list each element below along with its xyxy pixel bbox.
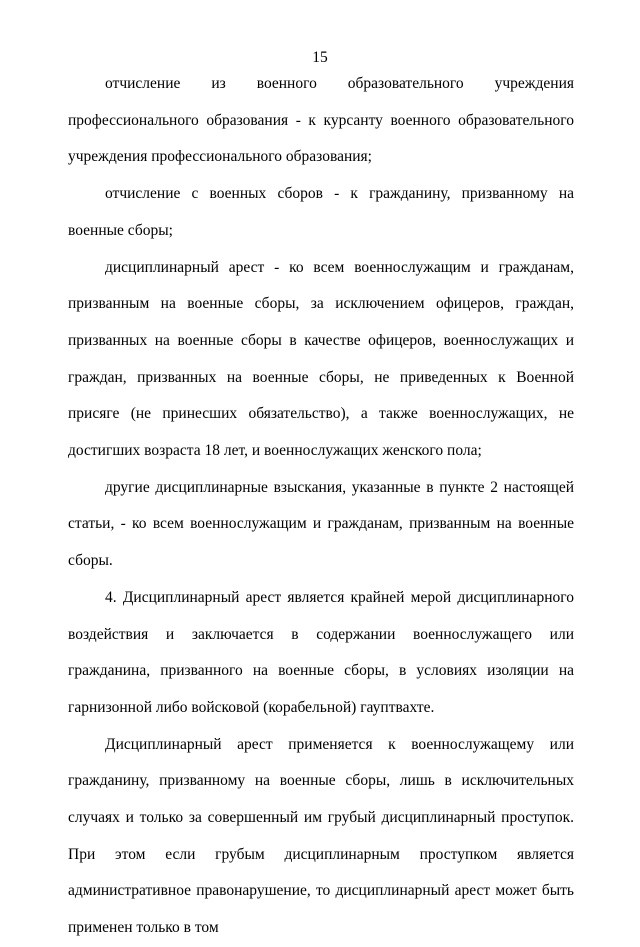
paragraph-arrest-application: Дисциплинарный арест применяется к военнослужащему или гражданину, призванному на военные сборы, лишь в исключительных случаях и только за совершенный им грубый дисциплинарный проступок. При этом если грубым дисциплинарным проступком является административное правонарушение, то дисциплинарный арест может быть применен только в том	[68, 735, 574, 937]
paragraph-disciplinary-arrest: дисциплинарный арест - ко всем военнослужащим и гражданам, призванным на военные сборы, за исключением офицеров, граждан, призванных на военные сборы в качестве офицеров, военнослужащих и граждан, призванных на военные сборы, не приведенных к Военной присяге (не принесших обязательство), а также военнослужащих, не достигших возраста 18 лет, и военнослужащих женского пола;	[68, 258, 574, 460]
paragraph-other-penalties: другие дисциплинарные взыскания, указанные в пункте 2 настоящей статьи, - ко всем военнослужащим и гражданам, призванным на военные сборы.	[68, 478, 574, 570]
paragraph-expulsion-training: отчисление с военных сборов - к гражданину, призванному на военные сборы;	[68, 185, 574, 239]
paragraph-item-4: 4. Дисциплинарный арест является крайней мерой дисциплинарного воздействия и заключается в содержании военнослужащего или гражданина, призванного на военные сборы, в условиях изоляции на гарнизонной либо войсковой (корабельной) гауптвахте.	[68, 588, 574, 716]
page-number: 15	[312, 49, 328, 66]
paragraph-expulsion-school: отчисление из военного образовательного учреждения профессионального образования - к курсанту военного образовательного учреждения профессионального образования;	[68, 75, 574, 166]
document-body	[68, 66, 574, 947]
